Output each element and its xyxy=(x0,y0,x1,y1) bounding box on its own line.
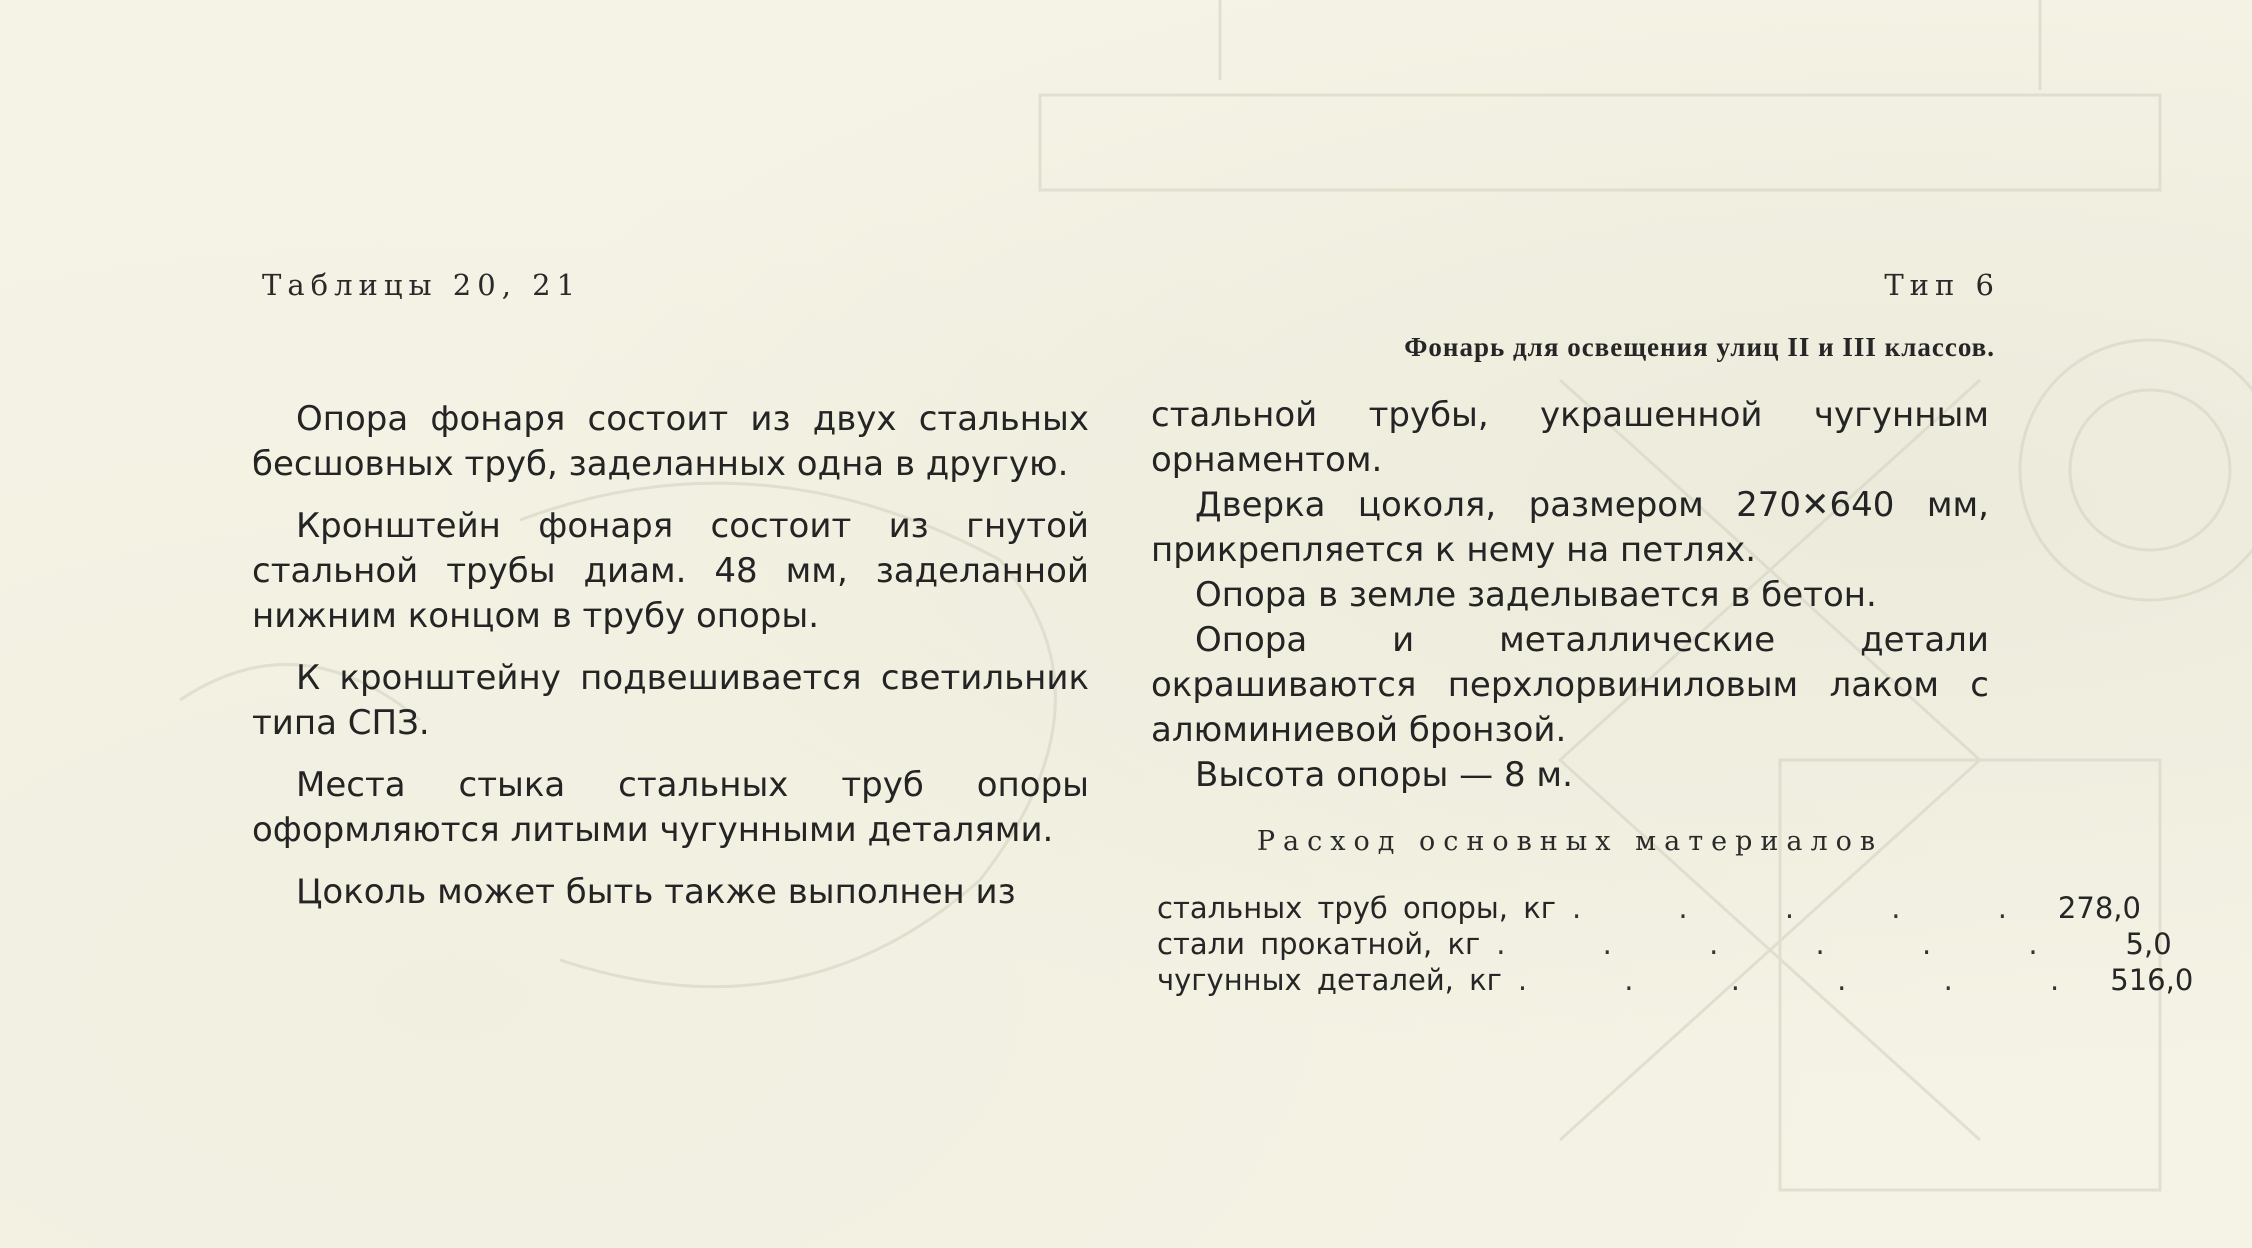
leader-dots: . . . . . . xyxy=(1496,927,2082,961)
materials-row xyxy=(1157,962,2194,998)
material-value: 516,0 xyxy=(2110,963,2194,997)
materials-table xyxy=(1157,890,2194,998)
paragraph: Высота опоры — 8 м. xyxy=(1195,755,1573,795)
material-label: стали прокатной, кг xyxy=(1157,927,1481,961)
material-label: стальных труб опоры, кг xyxy=(1157,891,1556,925)
paragraph: Опора и металлические детали окрашиваются перхлорвиниловым лаком с алюминиевой бронзой. xyxy=(1151,620,1989,750)
section-subtitle: Фонарь для освещения улиц II и III классов. xyxy=(1404,332,1995,362)
materials-table-title: Расход основных материалов xyxy=(1256,826,1884,857)
left-text-column xyxy=(252,397,1089,932)
materials-row xyxy=(1157,890,2141,926)
materials-row xyxy=(1157,926,2172,962)
paragraph: стальной трубы, украшенной чугунным орнаментом. xyxy=(1151,395,1989,480)
material-value: 5,0 xyxy=(2125,927,2172,961)
leader-dots: . . . . . . xyxy=(1517,963,2104,997)
paragraph: Места стыка стальных труб опоры оформляются литыми чугунными деталями. xyxy=(252,765,1089,850)
material-label: чугунных деталей, кг xyxy=(1157,963,1502,997)
paragraph: Опора фонаря состоит из двух стальных бесшовных труб, заделанных одна в другую. xyxy=(252,399,1089,484)
paragraph: Кронштейн фонаря состоит из гнутой стальной трубы диам. 48 мм, заделанной нижним концом в трубу опоры. xyxy=(252,506,1089,636)
running-head-tables: Таблицы 20, 21 xyxy=(262,268,582,302)
material-value: 278,0 xyxy=(2057,891,2141,925)
paragraph: К кронштейну подвешивается светильник типа СПЗ. xyxy=(252,658,1089,743)
paragraph: Цоколь может быть также выполнен из xyxy=(296,872,1016,912)
paragraph: Опора в земле заделывается в бетон. xyxy=(1195,575,1877,615)
running-head-type: Тип 6 xyxy=(1884,268,2000,302)
right-text-column xyxy=(1151,393,1989,798)
leader-dots: . . . . . xyxy=(1571,891,2051,925)
paragraph: Дверка цоколя, размером 270✕640 мм, прикрепляется к нему на петлях. xyxy=(1151,485,1989,570)
